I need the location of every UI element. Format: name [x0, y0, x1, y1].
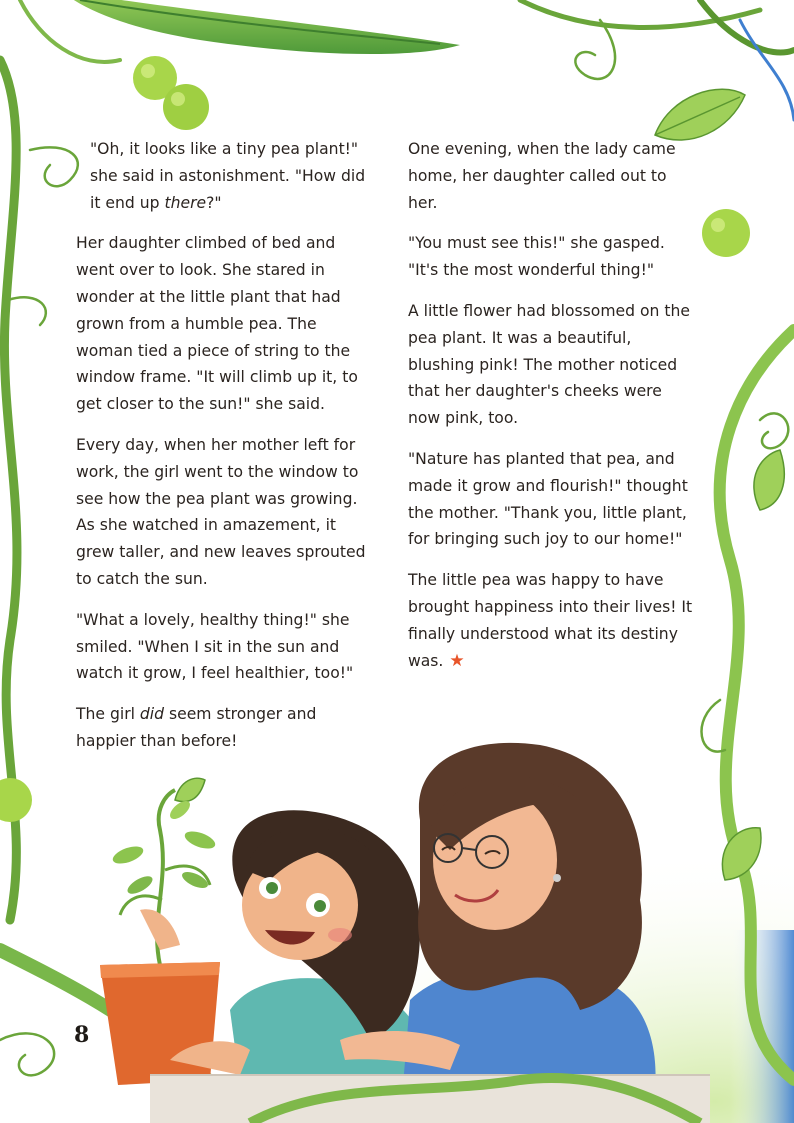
windowsill [150, 1075, 710, 1123]
paragraph: A little flower had blossomed on the pea plant. It was a beautiful, blushing pink! The mother noticed that her daughter's cheeks were now pink, too. [408, 301, 690, 428]
emphasized-text: did [139, 705, 165, 724]
paragraph-text: The little pea was happy to have brought happiness into their lives! It finally understood what its destiny was. [408, 571, 693, 670]
page-number: 8 [74, 1022, 90, 1048]
paragraph-text: ?" [206, 193, 222, 212]
paragraph-text: The girl [76, 705, 140, 724]
paragraph-text: seem stronger and happier than before! [76, 705, 317, 750]
paragraph: One evening, when the lady came home, her daughter called out to her. [408, 140, 676, 212]
paragraph: "You must see this!" she gasped. "It's the most wonderful thing!" [408, 234, 665, 280]
paragraph: "What a lovely, healthy thing!" she smiled. "When I sit in the sun and watch it grow, I feel healthier, too!" [76, 610, 354, 683]
pea-pod [60, 0, 460, 54]
emphasized-text: there [164, 193, 207, 212]
right-text-column [408, 136, 698, 688]
paragraph-text: "Oh, it looks like a tiny pea plant!" she said in astonishment. "How did it end up [90, 140, 366, 212]
paragraph [76, 701, 376, 755]
paragraph [408, 567, 698, 674]
paragraph: "Nature has planted that pea, and made it grow and flourish!" thought the mother. "Thank you, little plant, for bringing such joy to our home!" [408, 449, 688, 549]
paragraph: Every day, when her mother left for work, the girl went to the window to see how the pea plant was growing. As she watched in amazement, it grew taller, and new leaves sprouted to catch the sun. [76, 435, 366, 588]
left-text-column [76, 136, 376, 769]
end-star-icon: ★ [449, 650, 465, 671]
paragraph: Her daughter climbed of bed and went over to look. She stared in wonder at the little plant that had grown from a humble pea. The woman tied a piece of string to the window frame. "It will climb up it, to get closer to the sun!" she said. [76, 234, 358, 414]
top-right-vine [520, 0, 794, 120]
paragraph [76, 136, 376, 216]
